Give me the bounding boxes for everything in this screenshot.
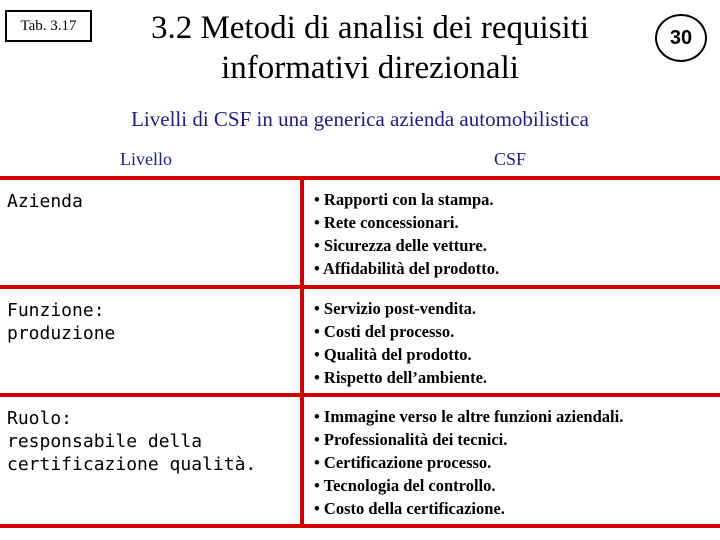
csf-item: • Affidabilità del prodotto.	[314, 259, 500, 278]
csf-item: • Professionalità dei tecnici.	[314, 430, 508, 449]
table-reference-label: Tab. 3.17	[5, 10, 92, 42]
table-row	[0, 180, 720, 289]
csf-item: • Servizio post-vendita.	[314, 299, 477, 318]
csf-item: • Rapporti con la stampa.	[314, 190, 494, 209]
level-text: Funzione:	[7, 300, 105, 321]
level-cell	[0, 397, 300, 524]
level-cell	[0, 180, 300, 285]
csf-cell	[300, 397, 720, 524]
table-row	[0, 289, 720, 397]
title-line-2: informativi direzionali	[221, 50, 519, 86]
csf-item: • Certificazione processo.	[314, 453, 492, 472]
level-text: certificazione qualità.	[7, 454, 257, 475]
csf-item: • Rete concessionari.	[314, 213, 459, 232]
csf-item: • Costo della certificazione.	[314, 499, 505, 518]
level-text: Azienda	[7, 191, 83, 212]
csf-item: • Immagine verso le altre funzioni aziendali.	[314, 407, 624, 426]
column-header-level: Livello	[120, 149, 172, 169]
level-text: produzione	[7, 323, 116, 344]
level-text: Ruolo:	[7, 408, 73, 429]
page-number-badge: 30	[655, 14, 707, 62]
csf-item: • Rispetto dell’ambiente.	[314, 368, 488, 387]
csf-cell	[300, 289, 720, 393]
csf-item: • Tecnologia del controllo.	[314, 476, 496, 495]
slide-title	[100, 8, 640, 88]
column-header-csf: CSF	[494, 149, 527, 169]
csf-table	[0, 176, 720, 528]
level-cell	[0, 289, 300, 393]
table-row	[0, 397, 720, 528]
csf-item: • Costi del processo.	[314, 322, 455, 341]
csf-item: • Sicurezza delle vetture.	[314, 236, 487, 255]
csf-item: • Qualità del prodotto.	[314, 345, 472, 364]
csf-cell	[300, 180, 720, 285]
level-text: responsabile della	[7, 431, 203, 452]
title-line-1: 3.2 Metodi di analisi dei requisiti	[150, 10, 590, 46]
table-caption: Livelli di CSF in una generica azienda automobilistica	[131, 107, 589, 131]
